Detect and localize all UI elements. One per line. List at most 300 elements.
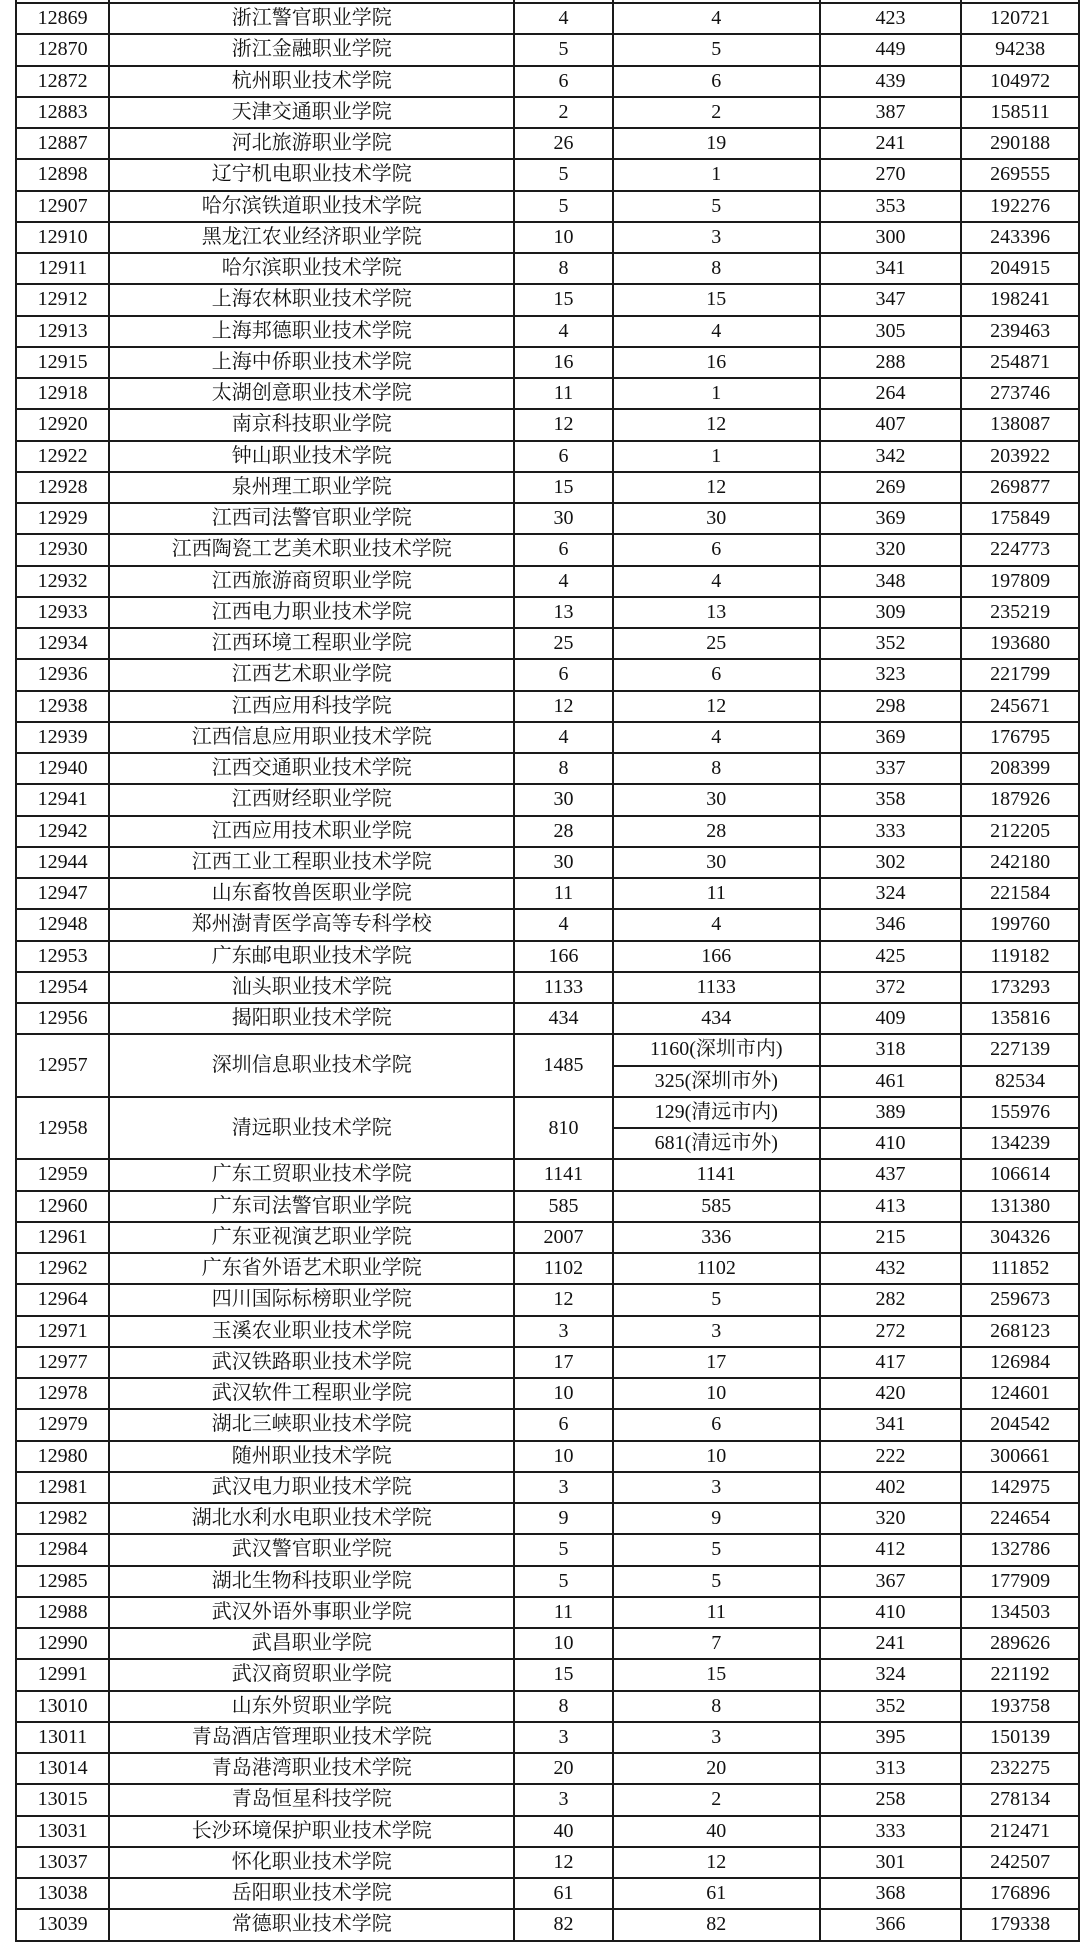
min-rank-cell: 245671 [961, 691, 1079, 722]
quota-cell: 11 [613, 1597, 820, 1628]
min-rank-cell: 111852 [961, 1253, 1079, 1284]
min-score-cell: 269 [820, 472, 961, 503]
min-rank-cell: 224773 [961, 534, 1079, 565]
school-code-cell: 12910 [16, 222, 109, 253]
min-score-cell: 449 [820, 34, 961, 65]
min-score-cell: 341 [820, 1409, 961, 1440]
school-code-cell: 13010 [16, 1691, 109, 1722]
min-score-cell: 309 [820, 597, 961, 628]
min-score-cell: 341 [820, 253, 961, 284]
quota-cell: 2 [613, 97, 820, 128]
min-rank-cell: 243396 [961, 222, 1079, 253]
quota-cell: 11 [613, 878, 820, 909]
min-rank-cell: 187926 [961, 784, 1079, 815]
quota-cell: 681(清远市外) [613, 1128, 820, 1159]
table-row [16, 722, 1079, 753]
plan-count-cell: 585 [514, 1191, 613, 1222]
school-code-cell: 12982 [16, 1503, 109, 1534]
school-name-cell: 江西电力职业技术学院 [109, 597, 514, 628]
school-name-cell: 随州职业技术学院 [109, 1441, 514, 1472]
school-name-cell: 钟山职业技术学院 [109, 441, 514, 472]
quota-cell: 19 [613, 128, 820, 159]
min-score-cell: 348 [820, 566, 961, 597]
table-row [16, 1847, 1079, 1878]
min-rank-cell: 273746 [961, 378, 1079, 409]
min-score-cell: 298 [820, 691, 961, 722]
min-rank-cell: 221192 [961, 1659, 1079, 1690]
school-code-cell: 12962 [16, 1253, 109, 1284]
quota-cell: 25 [613, 628, 820, 659]
table-row [16, 3, 1079, 34]
table-row [16, 972, 1079, 1003]
min-rank-cell: 142975 [961, 1472, 1079, 1503]
plan-count-cell: 2007 [514, 1222, 613, 1253]
school-code-cell: 12977 [16, 1347, 109, 1378]
min-rank-cell: 269877 [961, 472, 1079, 503]
school-code-cell: 12936 [16, 659, 109, 690]
school-code-cell: 12954 [16, 972, 109, 1003]
min-rank-cell: 224654 [961, 1503, 1079, 1534]
plan-count-cell: 11 [514, 878, 613, 909]
table-row [16, 347, 1079, 378]
quota-cell: 12 [613, 1847, 820, 1878]
table-row [16, 1191, 1079, 1222]
plan-count-cell: 12 [514, 1847, 613, 1878]
plan-count-cell: 15 [514, 1659, 613, 1690]
school-code-cell: 12988 [16, 1597, 109, 1628]
min-score-cell: 409 [820, 1003, 961, 1034]
quota-cell: 129(清远市内) [613, 1097, 820, 1128]
plan-count-cell: 3 [514, 1722, 613, 1753]
min-score-cell: 410 [820, 1597, 961, 1628]
min-rank-cell: 227139 [961, 1034, 1079, 1065]
school-name-cell: 江西应用科技学院 [109, 691, 514, 722]
table-row [16, 753, 1079, 784]
school-code-cell: 12979 [16, 1409, 109, 1440]
school-code-cell: 13011 [16, 1722, 109, 1753]
quota-cell: 6 [613, 534, 820, 565]
school-name-cell: 岳阳职业技术学院 [109, 1878, 514, 1909]
school-name-cell: 广东司法警官职业学院 [109, 1191, 514, 1222]
school-code-cell: 12870 [16, 34, 109, 65]
plan-count-cell: 4 [514, 3, 613, 34]
table-row [16, 316, 1079, 347]
min-score-cell: 313 [820, 1753, 961, 1784]
table-row [16, 1409, 1079, 1440]
school-code-cell: 12898 [16, 159, 109, 190]
min-rank-cell: 176795 [961, 722, 1079, 753]
school-code-cell: 12990 [16, 1628, 109, 1659]
min-rank-cell: 254871 [961, 347, 1079, 378]
plan-count-cell: 5 [514, 191, 613, 222]
min-score-cell: 369 [820, 503, 961, 534]
quota-cell: 1102 [613, 1253, 820, 1284]
plan-count-cell: 11 [514, 378, 613, 409]
table-row [16, 1472, 1079, 1503]
plan-count-cell: 30 [514, 784, 613, 815]
min-score-cell: 215 [820, 1222, 961, 1253]
quota-cell: 3 [613, 222, 820, 253]
school-code-cell: 12984 [16, 1534, 109, 1565]
min-rank-cell: 179338 [961, 1909, 1079, 1940]
quota-cell: 28 [613, 816, 820, 847]
quota-cell: 4 [613, 3, 820, 34]
school-code-cell: 12928 [16, 472, 109, 503]
school-code-cell: 12915 [16, 347, 109, 378]
min-score-cell: 410 [820, 1128, 961, 1159]
plan-count-cell: 30 [514, 847, 613, 878]
quota-cell: 9 [613, 1503, 820, 1534]
min-rank-cell: 134503 [961, 1597, 1079, 1628]
quota-cell: 4 [613, 316, 820, 347]
quota-cell: 12 [613, 472, 820, 503]
quota-cell: 1133 [613, 972, 820, 1003]
quota-cell: 30 [613, 847, 820, 878]
table-row [16, 628, 1079, 659]
table-row [16, 1284, 1079, 1315]
school-name-cell: 湖北生物科技职业学院 [109, 1566, 514, 1597]
school-code-cell: 12872 [16, 66, 109, 97]
quota-cell: 61 [613, 1878, 820, 1909]
plan-count-cell: 17 [514, 1347, 613, 1378]
school-code-cell: 12956 [16, 1003, 109, 1034]
plan-count-cell: 10 [514, 1628, 613, 1659]
quota-cell: 166 [613, 941, 820, 972]
plan-count-cell: 28 [514, 816, 613, 847]
min-score-cell: 367 [820, 1566, 961, 1597]
school-code-cell: 12911 [16, 253, 109, 284]
min-rank-cell: 155976 [961, 1097, 1079, 1128]
quota-cell: 3 [613, 1472, 820, 1503]
table-row [16, 1253, 1079, 1284]
quota-cell: 10 [613, 1378, 820, 1409]
quota-cell: 16 [613, 347, 820, 378]
school-code-cell: 12964 [16, 1284, 109, 1315]
plan-count-cell: 40 [514, 1816, 613, 1847]
table-row [16, 472, 1079, 503]
school-name-cell: 上海农林职业技术学院 [109, 284, 514, 315]
plan-count-cell: 166 [514, 941, 613, 972]
quota-cell: 30 [613, 503, 820, 534]
min-score-cell: 368 [820, 1878, 961, 1909]
min-rank-cell: 290188 [961, 128, 1079, 159]
school-name-cell: 揭阳职业技术学院 [109, 1003, 514, 1034]
school-code-cell: 12913 [16, 316, 109, 347]
school-code-cell: 12907 [16, 191, 109, 222]
plan-count-cell: 4 [514, 722, 613, 753]
min-rank-cell: 304326 [961, 1222, 1079, 1253]
min-score-cell: 324 [820, 878, 961, 909]
school-code-cell: 12978 [16, 1378, 109, 1409]
table-row [16, 1784, 1079, 1815]
table-row [16, 128, 1079, 159]
min-score-cell: 461 [820, 1066, 961, 1097]
min-rank-cell: 212471 [961, 1816, 1079, 1847]
school-name-cell: 青岛酒店管理职业技术学院 [109, 1722, 514, 1753]
min-score-cell: 324 [820, 1659, 961, 1690]
quota-cell: 4 [613, 566, 820, 597]
quota-cell: 5 [613, 191, 820, 222]
quota-cell: 336 [613, 1222, 820, 1253]
quota-cell: 4 [613, 909, 820, 940]
quota-cell: 1 [613, 159, 820, 190]
quota-cell: 13 [613, 597, 820, 628]
school-code-cell: 13039 [16, 1909, 109, 1940]
min-rank-cell: 132786 [961, 1534, 1079, 1565]
table-row [16, 784, 1079, 815]
min-score-cell: 423 [820, 3, 961, 34]
plan-count-cell: 1141 [514, 1159, 613, 1190]
table-row [16, 847, 1079, 878]
plan-count-cell: 3 [514, 1784, 613, 1815]
min-rank-cell: 124601 [961, 1378, 1079, 1409]
plan-count-cell: 4 [514, 566, 613, 597]
min-rank-cell: 300661 [961, 1441, 1079, 1472]
table-row [16, 1316, 1079, 1347]
school-name-cell: 广东省外语艺术职业学院 [109, 1253, 514, 1284]
min-rank-cell: 82534 [961, 1066, 1079, 1097]
quota-cell: 12 [613, 409, 820, 440]
school-name-cell: 浙江金融职业学院 [109, 34, 514, 65]
plan-count-cell: 20 [514, 1753, 613, 1784]
quota-cell: 8 [613, 253, 820, 284]
plan-count-cell: 5 [514, 1534, 613, 1565]
min-rank-cell: 212205 [961, 816, 1079, 847]
school-name-cell: 江西交通职业技术学院 [109, 753, 514, 784]
quota-cell: 3 [613, 1316, 820, 1347]
school-code-cell: 13038 [16, 1878, 109, 1909]
min-rank-cell: 204542 [961, 1409, 1079, 1440]
min-score-cell: 366 [820, 1909, 961, 1940]
table-row [16, 941, 1079, 972]
quota-cell: 1 [613, 378, 820, 409]
quota-cell: 1160(深圳市内) [613, 1034, 820, 1065]
school-name-cell: 深圳信息职业技术学院 [109, 1034, 514, 1097]
min-rank-cell: 221584 [961, 878, 1079, 909]
school-name-cell: 泉州理工职业学院 [109, 472, 514, 503]
min-score-cell: 437 [820, 1159, 961, 1190]
min-score-cell: 417 [820, 1347, 961, 1378]
min-score-cell: 352 [820, 1691, 961, 1722]
table-row [16, 691, 1079, 722]
school-name-cell: 清远职业技术学院 [109, 1097, 514, 1160]
plan-count-cell: 13 [514, 597, 613, 628]
min-rank-cell: 120721 [961, 3, 1079, 34]
min-rank-cell: 232275 [961, 1753, 1079, 1784]
school-code-cell: 12887 [16, 128, 109, 159]
school-code-cell: 13014 [16, 1753, 109, 1784]
school-name-cell: 湖北水利水电职业技术学院 [109, 1503, 514, 1534]
quota-cell: 6 [613, 1409, 820, 1440]
school-name-cell: 江西艺术职业学院 [109, 659, 514, 690]
school-code-cell: 12991 [16, 1659, 109, 1690]
quota-cell: 5 [613, 1534, 820, 1565]
school-code-cell: 12922 [16, 441, 109, 472]
quota-cell: 8 [613, 753, 820, 784]
school-name-cell: 浙江警官职业学院 [109, 3, 514, 34]
school-name-cell: 武汉电力职业技术学院 [109, 1472, 514, 1503]
school-name-cell: 上海邦德职业技术学院 [109, 316, 514, 347]
table-row [16, 441, 1079, 472]
min-rank-cell: 199760 [961, 909, 1079, 940]
min-score-cell: 369 [820, 722, 961, 753]
min-rank-cell: 208399 [961, 753, 1079, 784]
min-rank-cell: 193680 [961, 628, 1079, 659]
table-row [16, 878, 1079, 909]
school-name-cell: 江西环境工程职业学院 [109, 628, 514, 659]
table-row [16, 1691, 1079, 1722]
quota-cell: 7 [613, 1628, 820, 1659]
table-row [16, 284, 1079, 315]
plan-count-cell: 16 [514, 347, 613, 378]
table-row [16, 1441, 1079, 1472]
plan-count-cell: 4 [514, 316, 613, 347]
school-code-cell: 12918 [16, 378, 109, 409]
min-score-cell: 258 [820, 1784, 961, 1815]
school-code-cell: 12948 [16, 909, 109, 940]
min-rank-cell: 259673 [961, 1284, 1079, 1315]
plan-count-cell: 10 [514, 1441, 613, 1472]
table-row [16, 1534, 1079, 1565]
school-name-cell: 江西工业工程职业技术学院 [109, 847, 514, 878]
school-name-cell: 江西应用技术职业学院 [109, 816, 514, 847]
table-row [16, 378, 1079, 409]
table-row [16, 503, 1079, 534]
min-rank-cell: 135816 [961, 1003, 1079, 1034]
school-code-cell: 12971 [16, 1316, 109, 1347]
plan-count-cell: 30 [514, 503, 613, 534]
plan-count-cell: 6 [514, 441, 613, 472]
plan-count-cell: 3 [514, 1316, 613, 1347]
plan-count-cell: 61 [514, 1878, 613, 1909]
table-row [16, 1597, 1079, 1628]
plan-count-cell: 6 [514, 1409, 613, 1440]
min-rank-cell: 239463 [961, 316, 1079, 347]
plan-count-cell: 11 [514, 1597, 613, 1628]
table-row [16, 1753, 1079, 1784]
min-rank-cell: 150139 [961, 1722, 1079, 1753]
school-code-cell: 12957 [16, 1034, 109, 1097]
quota-cell: 12 [613, 691, 820, 722]
quota-cell: 10 [613, 1441, 820, 1472]
min-score-cell: 323 [820, 659, 961, 690]
table-row [16, 1503, 1079, 1534]
min-score-cell: 333 [820, 816, 961, 847]
min-score-cell: 389 [820, 1097, 961, 1128]
school-name-cell: 哈尔滨铁道职业技术学院 [109, 191, 514, 222]
table-row [16, 1909, 1079, 1940]
school-name-cell: 黑龙江农业经济职业学院 [109, 222, 514, 253]
min-rank-cell: 138087 [961, 409, 1079, 440]
plan-count-cell: 4 [514, 909, 613, 940]
min-rank-cell: 175849 [961, 503, 1079, 534]
school-name-cell: 哈尔滨职业技术学院 [109, 253, 514, 284]
table-row [16, 1034, 1079, 1065]
school-name-cell: 江西司法警官职业学院 [109, 503, 514, 534]
min-rank-cell: 289626 [961, 1628, 1079, 1659]
school-code-cell: 12912 [16, 284, 109, 315]
min-score-cell: 288 [820, 347, 961, 378]
table-row [16, 97, 1079, 128]
school-name-cell: 武汉软件工程职业学院 [109, 1378, 514, 1409]
school-name-cell: 山东外贸职业学院 [109, 1691, 514, 1722]
school-name-cell: 长沙环境保护职业技术学院 [109, 1816, 514, 1847]
plan-count-cell: 25 [514, 628, 613, 659]
min-rank-cell: 204915 [961, 253, 1079, 284]
table-row [16, 1159, 1079, 1190]
plan-count-cell: 12 [514, 409, 613, 440]
plan-count-cell: 2 [514, 97, 613, 128]
min-score-cell: 302 [820, 847, 961, 878]
school-code-cell: 12953 [16, 941, 109, 972]
quota-cell: 5 [613, 34, 820, 65]
min-score-cell: 337 [820, 753, 961, 784]
plan-count-cell: 5 [514, 34, 613, 65]
school-code-cell: 12920 [16, 409, 109, 440]
school-code-cell: 12961 [16, 1222, 109, 1253]
school-code-cell: 12958 [16, 1097, 109, 1160]
school-code-cell: 12934 [16, 628, 109, 659]
table-row [16, 1878, 1079, 1909]
school-code-cell: 13015 [16, 1784, 109, 1815]
min-score-cell: 346 [820, 909, 961, 940]
school-name-cell: 广东工贸职业技术学院 [109, 1159, 514, 1190]
min-score-cell: 425 [820, 941, 961, 972]
min-rank-cell: 268123 [961, 1316, 1079, 1347]
quota-cell: 1141 [613, 1159, 820, 1190]
min-score-cell: 432 [820, 1253, 961, 1284]
plan-count-cell: 10 [514, 222, 613, 253]
table-row [16, 159, 1079, 190]
table-row [16, 409, 1079, 440]
min-rank-cell: 126984 [961, 1347, 1079, 1378]
school-name-cell: 江西信息应用职业技术学院 [109, 722, 514, 753]
min-score-cell: 241 [820, 1628, 961, 1659]
school-code-cell: 12930 [16, 534, 109, 565]
min-score-cell: 372 [820, 972, 961, 1003]
min-score-cell: 347 [820, 284, 961, 315]
school-name-cell: 湖北三峡职业技术学院 [109, 1409, 514, 1440]
min-rank-cell: 198241 [961, 284, 1079, 315]
school-name-cell: 青岛恒星科技学院 [109, 1784, 514, 1815]
min-score-cell: 301 [820, 1847, 961, 1878]
quota-cell: 434 [613, 1003, 820, 1034]
table-row [16, 1003, 1079, 1034]
school-code-cell: 12883 [16, 97, 109, 128]
quota-cell: 585 [613, 1191, 820, 1222]
school-name-cell: 武昌职业学院 [109, 1628, 514, 1659]
school-code-cell: 12929 [16, 503, 109, 534]
school-code-cell: 12947 [16, 878, 109, 909]
table-row [16, 1097, 1079, 1128]
min-rank-cell: 94238 [961, 34, 1079, 65]
min-score-cell: 318 [820, 1034, 961, 1065]
min-rank-cell: 278134 [961, 1784, 1079, 1815]
plan-count-cell: 8 [514, 253, 613, 284]
table-body [16, 0, 1079, 1941]
school-name-cell: 河北旅游职业学院 [109, 128, 514, 159]
school-name-cell: 武汉铁路职业技术学院 [109, 1347, 514, 1378]
min-rank-cell: 134239 [961, 1128, 1079, 1159]
quota-cell: 6 [613, 66, 820, 97]
quota-cell: 15 [613, 284, 820, 315]
min-rank-cell: 203922 [961, 441, 1079, 472]
school-name-cell: 天津交通职业学院 [109, 97, 514, 128]
plan-count-cell: 12 [514, 1284, 613, 1315]
plan-count-cell: 6 [514, 66, 613, 97]
school-name-cell: 玉溪农业职业技术学院 [109, 1316, 514, 1347]
table-row [16, 1566, 1079, 1597]
